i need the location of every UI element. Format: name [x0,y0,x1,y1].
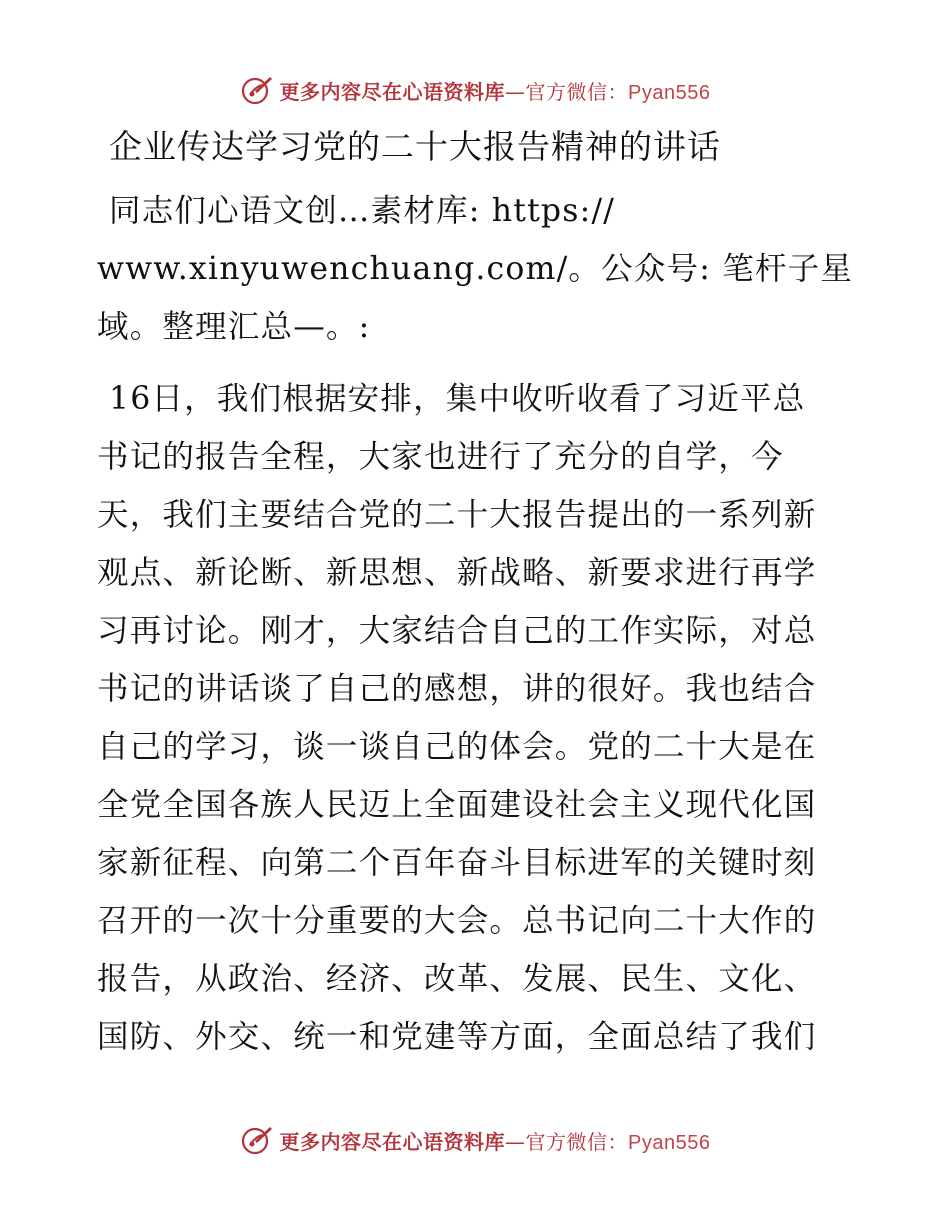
paragraph-line: 国防、外交、统一和党建等方面，全面总结了我们 [97,1019,817,1055]
banner-contact-id: Pyan556 [628,1131,711,1154]
footer-banner [0,1120,950,1160]
body-paragraph [97,370,857,1066]
paragraph-line: 报告，从政治、经济、改革、发展、民生、文化、 [97,961,817,997]
document-body [97,122,857,1066]
banner-dash: — [505,1129,526,1154]
paragraph-line: 同志们心语文创…素材库: https:// [109,193,616,229]
header-banner [0,70,950,110]
paragraph-line: 书记的讲话谈了自己的感想，讲的很好。我也结合 [97,671,817,707]
paragraph-line: 域。整理汇总—。: [97,309,371,345]
paragraph-line: 召开的一次十分重要的大会。总书记向二十大作的 [97,903,817,939]
paragraph-line: 全党全国各族人民迈上全面建设社会主义现代化国 [97,787,817,823]
banner-text [280,76,711,105]
banner-site-text: 更多内容尽在心语资料库 [279,1129,506,1154]
quill-pen-logo-icon [240,1123,274,1157]
quill-pen-logo-icon [240,73,274,107]
paragraph-line: 习再讨论。刚才，大家结合自己的工作实际，对总 [97,613,817,649]
paragraph-line: 16日，我们根据安排，集中收听收看了习近平总 [109,381,806,417]
paragraph-line: 观点、新论断、新思想、新战略、新要求进行再学 [97,555,817,591]
banner-site-text: 更多内容尽在心语资料库 [279,79,506,104]
banner-contact-id: Pyan556 [628,81,711,104]
paragraph-line: www.xinyuwenchuang.com/。公众号: 笔杆子星 [97,251,854,287]
banner-contact-label: 官方微信： [525,1129,629,1154]
intro-paragraph [97,182,857,356]
banner-text [280,1126,711,1155]
banner-contact-label: 官方微信： [525,79,629,104]
banner-dash: — [505,79,526,104]
paragraph-line: 天，我们主要结合党的二十大报告提出的一系列新 [97,497,817,533]
paragraph-line: 家新征程、向第二个百年奋斗目标进军的关键时刻 [97,845,817,881]
document-title: 企业传达学习党的二十大报告精神的讲话 [109,127,721,166]
paragraph-line: 书记的报告全程，大家也进行了充分的自学，今 [97,439,784,475]
paragraph-line: 自己的学习，谈一谈自己的体会。党的二十大是在 [97,729,817,765]
